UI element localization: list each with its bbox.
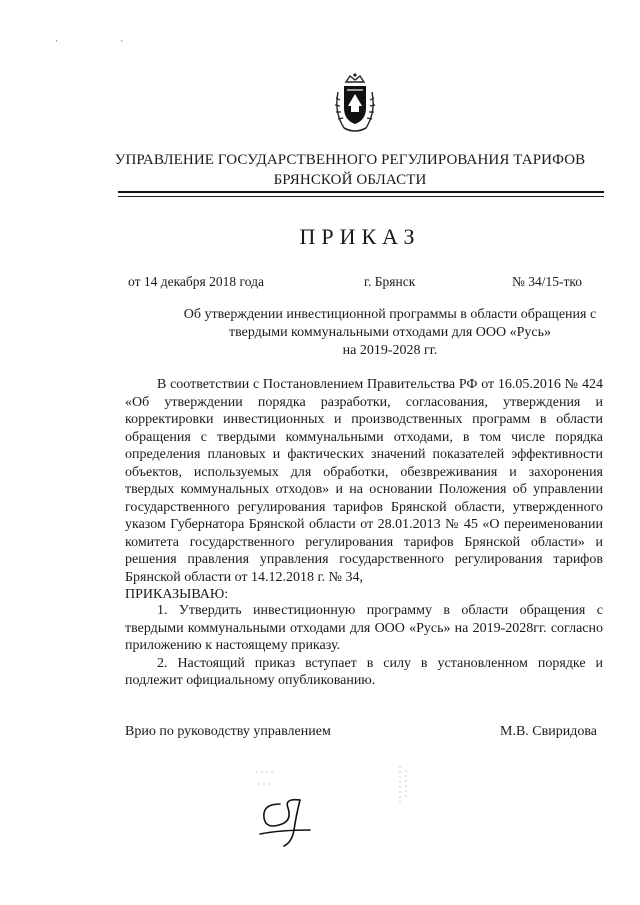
handwritten-signature (240, 790, 330, 850)
subject-line: на 2019-2028 гг. (342, 343, 438, 358)
preamble-paragraph: В соответствии с Постановлением Правительства РФ от 16.05.2016 № 424 «Об утверждении порядка разработки, согласования, утверждения и корректировки инвестиционных и производственных программ в области обращения с твердыми коммунальными отходами, в том числе порядка определения плановых и фактических значений показателей эффективности объектов, используемых для обработки, обезвреживания и захоронения твердых коммунальных отходов» и на основании Положения об управлении государственного регулирования тарифов Брянской области, утвержденного указом Губернатора Брянской области от 28.01.2013 № 45 «О переименовании комитета государственного регулирования тарифов Брянской области» и решения правления управления государственного регулирования тарифов Брянской области от 14.12.2018 г. № 34, (125, 377, 603, 585)
scan-specks: · · (55, 36, 154, 46)
signatory-position: Врио по руководству управлением (125, 724, 331, 739)
order-item-1: 1. Утвердить инвестиционную программу в области обращения с твердыми коммунальными отходами для ООО «Русь» на 2019-2028гг. согласно приложению к настоящему приказу. (125, 603, 603, 653)
order-item-2: 2. Настоящий приказ вступает в силу в установленном порядке и подлежит официальному опубликованию. (125, 655, 603, 688)
subject-line: твердыми коммунальными отходами для ООО «Русь» (229, 325, 551, 340)
order-items (125, 602, 603, 690)
header-rule (118, 191, 604, 193)
order-preamble (125, 376, 603, 604)
subject-line: Об утверждении инвестиционной программы в области обращения с (183, 307, 597, 322)
order-number: № 34/15-тко (512, 274, 583, 289)
document-title: ПРИКАЗ (299, 224, 421, 249)
decree-word: ПРИКАЗЫВАЮ: (125, 587, 229, 602)
organization-name: УПРАВЛЕНИЕ ГОСУДАРСТВЕННОГО РЕГУЛИРОВАНИЯ ТАРИФОВ (114, 152, 586, 168)
order-date: от 14 декабря 2018 года (128, 274, 264, 289)
coat-of-arms-icon (330, 72, 380, 136)
order-subject (130, 306, 640, 360)
header-rule-thin (118, 196, 604, 197)
order-city: г. Брянск (364, 274, 416, 289)
signatory-name: М.В. Свиридова (500, 724, 597, 739)
organization-region: БРЯНСКОЙ ОБЛАСТИ (273, 172, 427, 188)
